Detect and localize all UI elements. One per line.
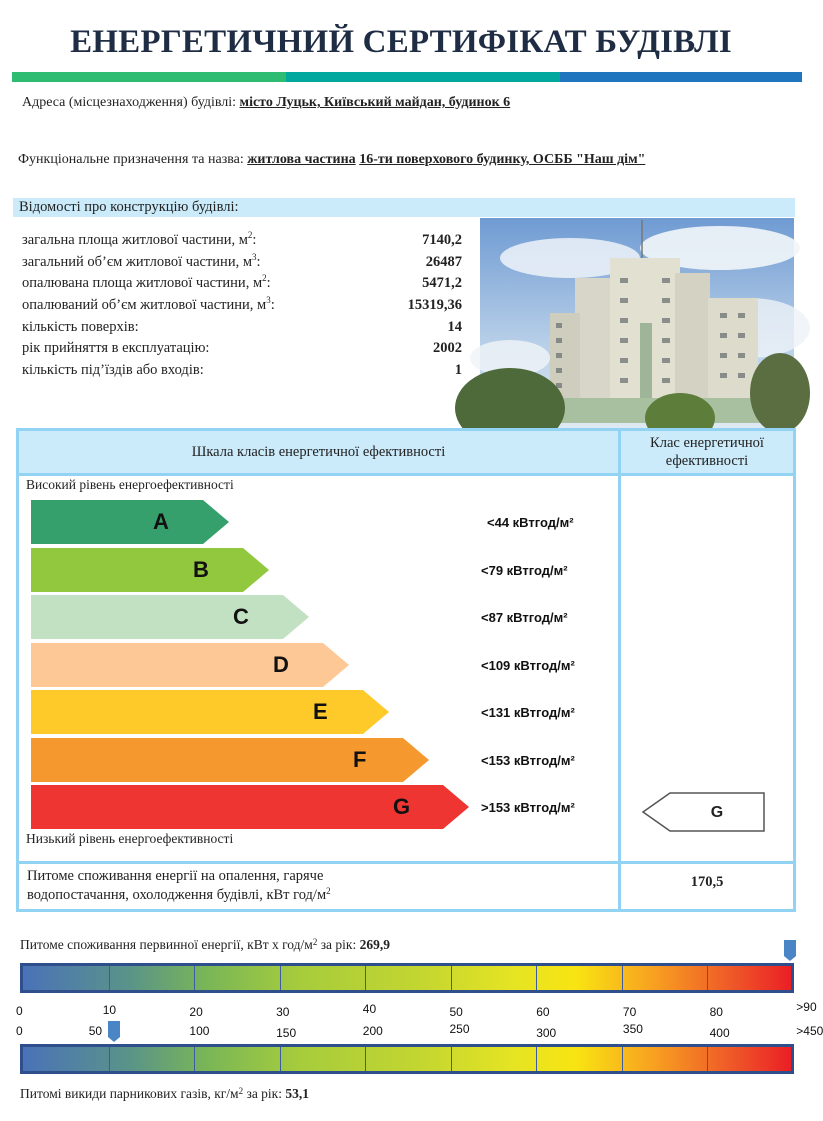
class-arrow-c xyxy=(31,595,309,639)
spec-value: 2002 xyxy=(433,340,462,357)
emissions-label xyxy=(20,1086,309,1102)
spec-label-text: опалювана площа житлової частини, м xyxy=(22,275,263,292)
class-threshold: <153 кВтгод/м² xyxy=(481,752,575,768)
scale-header: Шкала класів енергетичної ефективності xyxy=(191,444,446,460)
class-letter: F xyxy=(353,746,367,772)
row-divider xyxy=(19,861,793,864)
spec-label-suffix: : xyxy=(266,275,271,292)
emissions-sup: 2 xyxy=(238,1086,244,1096)
emissions-tick: 40 xyxy=(362,1002,377,1016)
certificate-title: ЕНЕРГЕТИЧНИЙ СЕРТИФІКАТ БУДІВЛІ xyxy=(70,24,732,60)
emissions-tick: >90 xyxy=(796,1000,817,1014)
consumption-label-line-2 xyxy=(27,886,331,905)
emissions-value: 53,1 xyxy=(285,1086,309,1101)
scale-segment-divider xyxy=(109,966,110,990)
class-arrow-shape xyxy=(31,500,229,544)
spec-value: 1 xyxy=(454,362,462,379)
primary-energy-tick: 200 xyxy=(362,1024,383,1038)
class-letter: E xyxy=(313,699,328,724)
header-stripe-blue xyxy=(560,72,802,82)
scale-segment-divider xyxy=(365,1047,366,1071)
class-header-line-1: Клас енергетичної xyxy=(650,435,764,451)
spec-label xyxy=(22,230,256,252)
emissions-tick: 10 xyxy=(102,1003,117,1017)
construction-heading: Відомості про конструкцію будівлі: xyxy=(13,198,795,217)
efficiency-table xyxy=(16,428,796,912)
high-efficiency-label: Високий рівень енергоефективності xyxy=(26,477,234,492)
spec-label-text: загальний об’єм житлової частини, м xyxy=(22,253,253,270)
spec-row xyxy=(22,360,462,382)
emissions-tick: 60 xyxy=(536,1005,550,1019)
primary-energy-value: 269,9 xyxy=(359,937,390,952)
class-threshold: <44 кВтгод/м² xyxy=(487,515,574,530)
emissions-tick: 20 xyxy=(189,1005,203,1019)
scale-segment-divider xyxy=(536,1047,537,1071)
class-threshold: >153 кВтгод/м² xyxy=(481,800,575,815)
primary-energy-tick: 350 xyxy=(622,1022,643,1036)
class-letter: C xyxy=(233,604,249,629)
consumption-label-sup: 2 xyxy=(326,886,331,896)
class-arrow-shape xyxy=(31,595,309,639)
primary-energy-tick: 400 xyxy=(709,1026,730,1040)
scale-segment-divider xyxy=(194,966,195,990)
primary-energy-sup: 2 xyxy=(312,937,318,947)
low-efficiency-label: Низький рівень енергоефективності xyxy=(26,831,234,846)
spec-row xyxy=(22,317,462,339)
scale-segment-divider xyxy=(622,1047,623,1071)
spec-label-suffix: : xyxy=(270,297,275,314)
spec-label-sup: 2 xyxy=(247,230,253,240)
scale-segment-divider xyxy=(707,1047,708,1071)
primary-energy-tick: 150 xyxy=(276,1026,297,1040)
column-divider xyxy=(618,431,621,909)
spec-label-text: загальна площа житлової частини, м xyxy=(22,232,248,248)
spec-row xyxy=(22,252,462,274)
class-arrow-d xyxy=(31,643,349,687)
primary-energy-scale-bar xyxy=(20,963,794,993)
class-letter: G xyxy=(393,794,411,819)
spec-label-text: кількість поверхів: xyxy=(22,318,139,335)
scale-segment-divider xyxy=(622,966,623,990)
scale-segment-divider xyxy=(536,966,537,990)
spec-label-text: опалюваний об’єм житлової частини, м xyxy=(22,297,267,314)
scale-segment-divider xyxy=(451,1047,452,1071)
emissions-tick: 0 xyxy=(16,1004,23,1018)
class-letter: A xyxy=(153,509,169,534)
class-arrow-f xyxy=(31,738,429,782)
spec-label-text: кількість під’їздів або входів: xyxy=(22,362,204,379)
spec-value: 5471,2 xyxy=(422,275,462,292)
scale-segment-divider xyxy=(365,966,366,990)
class-threshold: <109 кВтгод/м² xyxy=(481,657,575,673)
primary-energy-tick: 250 xyxy=(449,1022,470,1036)
spec-label xyxy=(22,360,204,382)
efficiency-table-header xyxy=(19,431,793,476)
primary-energy-tick: 300 xyxy=(536,1026,557,1040)
primary-energy-tick: 0 xyxy=(16,1024,23,1038)
scale-segment-divider xyxy=(280,966,281,990)
spec-label-suffix: : xyxy=(252,232,257,248)
purpose-value-2: 16-ти поверхового будинку, ОСББ "Наш дім" xyxy=(359,152,646,167)
class-letter: D xyxy=(273,651,289,677)
spec-value: 14 xyxy=(447,318,462,335)
building-illustration xyxy=(480,218,794,428)
construction-specs xyxy=(22,230,462,382)
spec-label-suffix: : xyxy=(256,253,261,270)
primary-energy-tick: 100 xyxy=(189,1024,210,1038)
class-threshold: <131 кВтгод/м² xyxy=(481,705,575,720)
class-threshold: <87 кВтгод/м² xyxy=(481,610,568,625)
scale-segment-divider xyxy=(109,1047,110,1071)
emissions-tick: 30 xyxy=(276,1005,290,1019)
class-arrow-shape xyxy=(31,738,429,782)
scale-segment-divider xyxy=(707,966,708,990)
scale-segment-divider xyxy=(451,966,452,990)
spec-label-text: рік прийняття в експлуатацію: xyxy=(22,340,210,357)
emissions-tick: 70 xyxy=(622,1005,637,1019)
assigned-class-letter: G xyxy=(710,804,724,821)
consumption-label-line-1: Питоме споживання енергії на опалення, гаряче xyxy=(27,868,324,884)
spec-label xyxy=(22,273,271,295)
spec-label xyxy=(22,317,139,339)
scale-segment-divider xyxy=(280,1047,281,1071)
primary-energy-label xyxy=(20,937,390,953)
spec-row xyxy=(22,273,462,295)
spec-value: 7140,2 xyxy=(422,232,462,248)
address-line xyxy=(22,95,510,111)
primary-energy-tick: 50 xyxy=(88,1024,103,1038)
purpose-value-1: житлова частина xyxy=(247,152,356,167)
emissions-tick: 80 xyxy=(709,1005,723,1019)
spec-value: 26487 xyxy=(425,253,462,270)
spec-label-sup: 2 xyxy=(262,273,267,284)
class-header-line-2: ефективності xyxy=(665,453,749,469)
spec-label xyxy=(22,338,209,360)
class-arrow-e xyxy=(31,690,389,734)
emissions-label-text: Питомі викиди парникових газів, кг/м xyxy=(20,1086,239,1101)
emissions-label-post: за рік: xyxy=(243,1086,286,1101)
spec-label-sup: 3 xyxy=(266,295,271,306)
consumption-value: 170,5 xyxy=(690,874,724,890)
class-letter: B xyxy=(193,556,209,582)
building-photo xyxy=(480,218,794,428)
spec-label xyxy=(22,295,275,317)
scale-segment-divider xyxy=(194,1047,195,1071)
class-arrow-shape xyxy=(31,548,269,592)
primary-energy-marker xyxy=(784,940,796,956)
purpose-label: Функціональне призначення та назва: xyxy=(18,152,244,167)
spec-row xyxy=(22,295,462,317)
spec-value: 15319,36 xyxy=(407,297,462,314)
assigned-class-badge xyxy=(642,792,766,837)
class-threshold: <79 кВтгод/м² xyxy=(481,562,568,578)
primary-energy-label-text: Питоме споживання первинної енергії, кВт х год/м xyxy=(20,937,313,952)
header-stripe-green xyxy=(12,72,286,82)
consumption-label xyxy=(27,867,331,905)
emissions-tick: 50 xyxy=(449,1005,463,1019)
emissions-marker xyxy=(108,1021,120,1037)
spec-label-sup: 3 xyxy=(252,251,257,262)
emissions-scale-bar xyxy=(20,1044,794,1074)
spec-row xyxy=(22,230,462,252)
purpose-line xyxy=(18,152,645,168)
class-arrow-shape xyxy=(31,643,349,687)
address-value: місто Луцьк, Київський майдан, будинок 6 xyxy=(239,95,511,110)
primary-energy-tick: >450 xyxy=(796,1024,823,1038)
spec-row xyxy=(22,338,462,360)
class-header xyxy=(621,434,793,470)
consumption-label-text: водопостачання, охолодження будівлі, кВт год/м xyxy=(27,887,327,903)
header-stripe-teal xyxy=(286,72,560,82)
class-arrow-shape xyxy=(31,690,389,734)
address-label: Адреса (місцезнаходження) будівлі: xyxy=(22,95,237,110)
class-arrow-g xyxy=(31,785,469,829)
spec-label xyxy=(22,252,261,274)
class-arrow-a xyxy=(31,500,229,544)
primary-energy-label-post: за рік: xyxy=(317,937,360,952)
class-arrow-b xyxy=(31,548,269,592)
